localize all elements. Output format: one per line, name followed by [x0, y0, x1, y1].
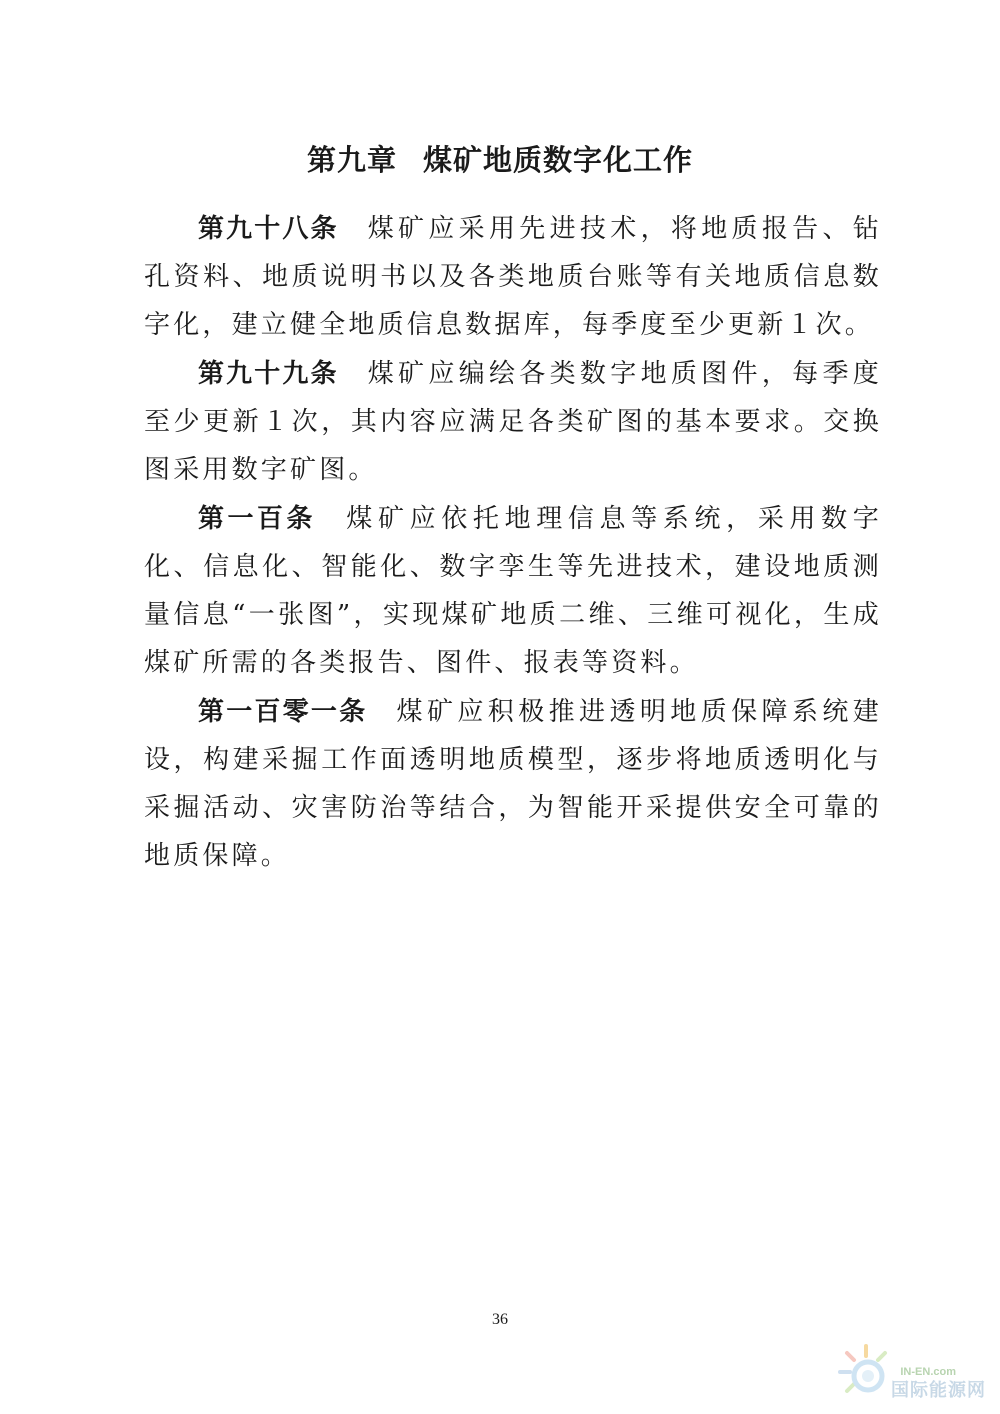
- watermark-domain: IN-EN.com: [900, 1366, 956, 1378]
- chapter-number: 第九章: [306, 143, 397, 177]
- chapter-title: [0, 138, 1000, 179]
- article-100: [144, 495, 882, 687]
- article-text: 煤矿应编绘各类数字地质图件，每季度至少更新１次，其内容应满足各类矿图的基本要求。交换图采用数字矿图。: [144, 359, 882, 485]
- sun-logo-icon: [836, 1342, 896, 1406]
- article-label: 第九十八条: [198, 214, 339, 244]
- watermark: [836, 1336, 986, 1406]
- article-99: [144, 350, 882, 494]
- watermark-brand: 国际能源网: [891, 1380, 986, 1401]
- article-text: 煤矿应依托地理信息等系统，采用数字化、信息化、智能化、数字孪生等先进技术，建设地质测量信息“一张图”，实现煤矿地质二维、三维可视化，生成煤矿所需的各类报告、图件、报表等资料。: [144, 504, 882, 678]
- article-101: [144, 688, 882, 880]
- chapter-name: 煤矿地质数字化工作: [423, 143, 694, 177]
- page-number: 36: [492, 1311, 508, 1328]
- article-98: [144, 205, 882, 349]
- article-text: 煤矿应积极推进透明地质保障系统建设，构建采掘工作面透明地质模型，逐步将地质透明化与采掘活动、灾害防治等结合，为智能开采提供安全可靠的地质保障。: [144, 697, 882, 871]
- article-text: 煤矿应采用先进技术，将地质报告、钻孔资料、地质说明书以及各类地质台账等有关地质信息数字化，建立健全地质信息数据库，每季度至少更新１次。: [144, 214, 882, 340]
- article-label: 第一百零一条: [198, 697, 368, 727]
- article-label: 第一百条: [198, 504, 316, 534]
- article-body: [144, 205, 882, 881]
- article-label: 第九十九条: [198, 359, 339, 389]
